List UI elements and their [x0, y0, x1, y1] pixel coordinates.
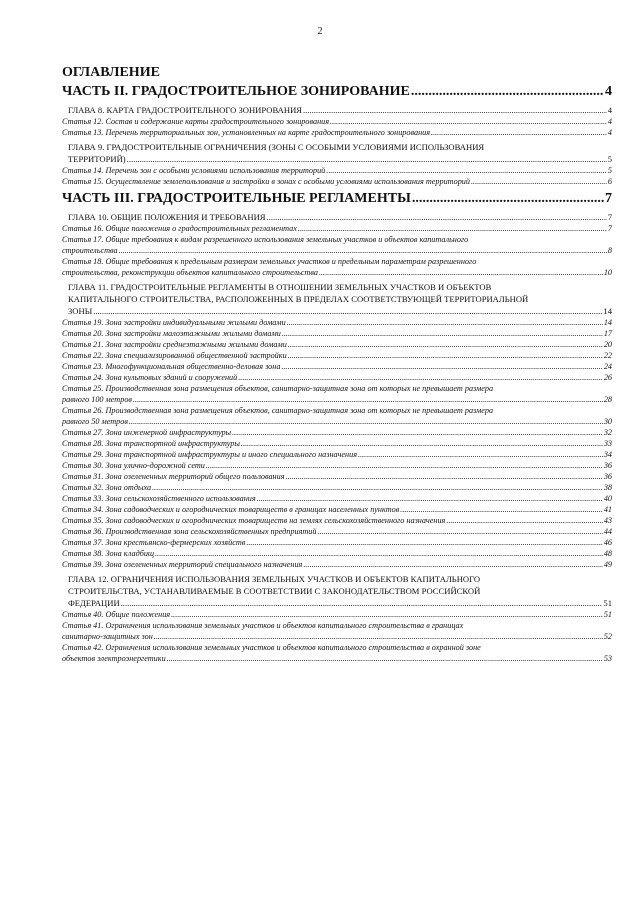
leader-dots — [317, 526, 602, 537]
toc-entry-page: 24 — [603, 362, 612, 371]
toc-entry-page: 22 — [603, 351, 612, 360]
toc-entry-page: 28 — [603, 395, 612, 404]
toc-entry-article[interactable] — [62, 537, 612, 548]
leader-dots — [167, 653, 603, 664]
toc-entry-chapter[interactable] — [62, 573, 612, 609]
toc-entry-text: Статья 35. Зона садоводческих и огороднических товариществ на землях сельскохозяйственного назначения — [62, 516, 446, 525]
toc-entry-text: Статья 27. Зона инженерной инфраструктуры — [62, 428, 232, 437]
toc-entry-chapter[interactable] — [62, 211, 612, 223]
toc-entry-page: 7 — [607, 224, 612, 233]
leader-dots — [152, 482, 603, 493]
toc-entry-article[interactable] — [62, 642, 612, 664]
toc-entry-article[interactable] — [62, 427, 612, 438]
toc-entry-text: ЧАСТЬ II. ГРАДОСТРОИТЕЛЬНОЕ ЗОНИРОВАНИЕ — [62, 84, 410, 99]
toc-entry-line: объектов электроэнергетики — [62, 654, 166, 663]
toc-entry-page: 4 — [605, 84, 612, 99]
toc-entry-article[interactable] — [62, 438, 612, 449]
leader-dots — [358, 449, 603, 460]
toc-entry-page: 49 — [603, 560, 612, 569]
toc-entry-article[interactable] — [62, 504, 612, 515]
toc-entry-text: Статья 13. Перечень территориальных зон, установленных на карте градостроительного зонирования — [62, 128, 431, 137]
leader-dots — [206, 460, 603, 471]
toc-entry-part[interactable] — [62, 190, 612, 208]
toc-entry-page: 40 — [603, 494, 612, 503]
toc-entry-line: равного 100 метров — [62, 395, 132, 404]
toc-entry-article[interactable] — [62, 176, 612, 187]
toc-entry-line: Статья 41. Ограничения использования земельных участков и объектов капитального строительства в границах — [62, 621, 464, 630]
toc-entries — [62, 83, 612, 664]
toc-entry-chapter[interactable] — [62, 281, 612, 317]
toc-entry-text: Статья 37. Зона крестьянско-фермерских хозяйств — [62, 538, 246, 547]
leader-dots — [330, 116, 607, 127]
toc-entry-text: Статья 38. Зона кладбищ — [62, 549, 155, 558]
leader-dots — [127, 153, 607, 165]
leader-dots — [286, 471, 603, 482]
leader-dots — [154, 631, 603, 642]
toc-entry-page: 10 — [603, 268, 612, 277]
toc-entry-text: Статья 24. Зона культовых зданий и сооружений — [62, 373, 238, 382]
leader-dots — [133, 394, 603, 405]
toc-entry-line: Статья 18. Общие требования к предельным размерам земельных участков и предельным параметрам разрешенного — [62, 257, 477, 266]
leader-dots — [303, 104, 607, 116]
toc-entry-line: строительства — [62, 246, 118, 255]
toc-entry-article[interactable] — [62, 256, 612, 278]
leader-dots — [471, 176, 607, 187]
toc-entry-article[interactable] — [62, 350, 612, 361]
toc-entry-line: ЗОНЫ — [68, 306, 93, 316]
toc-entry-text: ЧАСТЬ III. ГРАДОСТРОИТЕЛЬНЫЕ РЕГЛАМЕНТЫ — [62, 191, 411, 206]
leader-dots — [281, 361, 602, 372]
table-of-contents — [62, 66, 612, 664]
toc-entry-article[interactable] — [62, 317, 612, 328]
leader-dots — [319, 267, 603, 278]
leader-dots — [288, 339, 603, 350]
toc-entry-article[interactable] — [62, 372, 612, 383]
toc-entry-page: 4 — [607, 105, 612, 115]
toc-entry-line: КАПИТАЛЬНОГО СТРОИТЕЛЬСТВА, РАСПОЛОЖЕННЫХ В ПРЕДЕЛАХ СООТВЕТСТВУЮЩЕЙ ТЕРРИТОРИАЛЬНОЙ — [68, 294, 529, 304]
toc-entry-page: 41 — [603, 505, 612, 514]
toc-entry-article[interactable] — [62, 460, 612, 471]
toc-entry-page: 8 — [607, 246, 612, 255]
toc-entry-line: ФЕДЕРАЦИИ — [68, 598, 120, 608]
toc-entry-article[interactable] — [62, 405, 612, 427]
leader-dots — [246, 537, 603, 548]
leader-dots — [431, 127, 607, 138]
toc-entry-page: 36 — [603, 461, 612, 470]
toc-entry-page: 48 — [603, 549, 612, 558]
toc-entry-article[interactable] — [62, 127, 612, 138]
toc-entry-part[interactable] — [62, 83, 612, 101]
toc-entry-line: строительства, реконструкции объектов капитального строительства — [62, 268, 318, 277]
toc-entry-page: 38 — [603, 483, 612, 492]
toc-entry-text: Статья 34. Зона садоводческих и огороднических товариществ в границах населенных пунктов — [62, 505, 400, 514]
toc-entry-text: Статья 19. Зона застройки индивидуальными жилыми домами — [62, 318, 286, 327]
toc-entry-page: 5 — [607, 154, 612, 164]
toc-entry-page: 44 — [603, 527, 612, 536]
leader-dots — [446, 515, 602, 526]
toc-entry-text: Статья 29. Зона транспортной инфраструктуры и иного специального назначения — [62, 450, 358, 459]
toc-entry-text: ГЛАВА 8. КАРТА ГРАДОСТРОИТЕЛЬНОГО ЗОНИРОВАНИЯ — [68, 105, 303, 115]
toc-entry-article[interactable] — [62, 526, 612, 537]
toc-entry-line: Статья 25. Производственная зона размещения объектов, санитарно-защитная зона от которых не превышает размера — [62, 384, 494, 393]
leader-dots — [232, 427, 603, 438]
toc-entry-line: ТЕРРИТОРИЙ) — [68, 154, 126, 164]
leader-dots — [412, 190, 604, 208]
toc-entry-line: Статья 42. Ограничения использования земельных участков и объектов капитального строительства в охранной зоне — [62, 643, 481, 652]
toc-entry-page: 7 — [605, 191, 612, 206]
toc-entry-text: ГЛАВА 10. ОБЩИЕ ПОЛОЖЕНИЯ И ТРЕБОВАНИЯ — [68, 212, 266, 222]
toc-entry-page: 33 — [603, 439, 612, 448]
toc-entry-article[interactable] — [62, 223, 612, 234]
toc-entry-article[interactable] — [62, 515, 612, 526]
toc-entry-chapter[interactable] — [62, 141, 612, 165]
toc-entry-line: санитарно-защитных зон — [62, 632, 153, 641]
toc-entry-article[interactable] — [62, 328, 612, 339]
toc-entry-page: 34 — [603, 450, 612, 459]
leader-dots — [155, 548, 603, 559]
toc-entry-line: СТРОИТЕЛЬСТВА, УСТАНАВЛИВАЕМЫЕ В СООТВЕТСТВИИ С ЗАКОНОДАТЕЛЬСТВОМ РОССИЙСКОЙ — [68, 586, 481, 596]
toc-entry-page: 53 — [603, 654, 612, 663]
toc-entry-page: 14 — [603, 306, 612, 316]
toc-entry-article[interactable] — [62, 559, 612, 570]
toc-entry-text: Статья 22. Зона специализированной общественной застройки — [62, 351, 287, 360]
leader-dots — [121, 597, 603, 609]
toc-entry-page: 51 — [603, 610, 612, 619]
toc-entry-text: Статья 16. Общие положения о градостроительных регламентах — [62, 224, 297, 233]
toc-entry-article[interactable] — [62, 493, 612, 504]
toc-entry-page: 32 — [603, 428, 612, 437]
toc-entry-page: 4 — [607, 128, 612, 137]
toc-entry-text: Статья 28. Зона транспортной инфраструктуры — [62, 439, 240, 448]
toc-title: ОГЛАВЛЕНИЕ — [62, 65, 160, 80]
toc-entry-text: Статья 31. Зона озелененных территорий общего пользования — [62, 472, 285, 481]
toc-entry-text: Статья 32. Зона отдыха — [62, 483, 152, 492]
toc-entry-article[interactable] — [62, 361, 612, 372]
leader-dots — [241, 438, 603, 449]
toc-entry-line: ГЛАВА 9. ГРАДОСТРОИТЕЛЬНЫЕ ОГРАНИЧЕНИЯ (ЗОНЫ С ОСОБЫМИ УСЛОВИЯМИ ИСПОЛЬЗОВАНИЯ — [68, 142, 485, 152]
leader-dots — [171, 609, 603, 620]
toc-entry-article[interactable] — [62, 383, 612, 405]
toc-entry-text: Статья 36. Производственная зона сельскохозяйственных предприятий — [62, 527, 317, 536]
leader-dots — [326, 165, 607, 176]
toc-entry-page: 46 — [603, 538, 612, 547]
toc-entry-line: ГЛАВА 11. ГРАДОСТРОИТЕЛЬНЫЕ РЕГЛАМЕНТЫ В ОТНОШЕНИИ ЗЕМЕЛЬНЫХ УЧАСТКОВ И ОБЪЕКТОВ — [68, 282, 492, 292]
leader-dots — [257, 493, 603, 504]
toc-entry-line: Статья 26. Производственная зона размещения объектов, санитарно-защитная зона от которых не превышает размера — [62, 406, 494, 415]
toc-entry-text: Статья 39. Зона озелененных территорий специального назначения — [62, 560, 303, 569]
toc-entry-article[interactable] — [62, 165, 612, 176]
toc-entry-line: равного 50 метров — [62, 417, 128, 426]
leader-dots — [119, 245, 607, 256]
toc-entry-page: 51 — [603, 598, 612, 608]
toc-entry-page: 14 — [603, 318, 612, 327]
toc-entry-text: Статья 21. Зона застройки среднеэтажными жилыми домами — [62, 340, 287, 349]
toc-entry-line: Статья 17. Общие требования к видам разрешенного использования земельных участков и объектов капитального — [62, 235, 469, 244]
leader-dots — [288, 350, 603, 361]
leader-dots — [400, 504, 603, 515]
toc-entry-text: Статья 20. Зона застройки малоэтажными жилыми домами — [62, 329, 281, 338]
leader-dots — [93, 305, 602, 317]
toc-entry-article[interactable] — [62, 116, 612, 127]
toc-entry-text: Статья 30. Зона улично-дорожной сети — [62, 461, 205, 470]
toc-entry-text: Статья 23. Многофункциональная общественно-деловая зона — [62, 362, 281, 371]
toc-entry-page: 5 — [607, 166, 612, 175]
toc-entry-page: 30 — [603, 417, 612, 426]
toc-entry-page: 26 — [603, 373, 612, 382]
toc-entry-line: ГЛАВА 12. ОГРАНИЧЕНИЯ ИСПОЛЬЗОВАНИЯ ЗЕМЕЛЬНЫХ УЧАСТКОВ И ОБЪЕКТОВ КАПИТАЛЬНОГО — [68, 574, 481, 584]
toc-entry-text: Статья 12. Состав и содержание карты градостроительного зонирования — [62, 117, 330, 126]
toc-entry-page: 6 — [607, 177, 612, 186]
toc-entry-text: Статья 40. Общие положения — [62, 610, 171, 619]
toc-entry-article[interactable] — [62, 471, 612, 482]
toc-entry-article[interactable] — [62, 339, 612, 350]
toc-entry-article[interactable] — [62, 548, 612, 559]
toc-entry-page: 17 — [603, 329, 612, 338]
toc-entry-page: 43 — [603, 516, 612, 525]
leader-dots — [411, 83, 604, 101]
page-number: 2 — [317, 26, 323, 37]
toc-entry-page: 4 — [607, 117, 612, 126]
toc-entry-page: 20 — [603, 340, 612, 349]
toc-entry-article[interactable] — [62, 620, 612, 642]
leader-dots — [287, 317, 603, 328]
toc-entry-article[interactable] — [62, 234, 612, 256]
toc-entry-chapter[interactable] — [62, 104, 612, 116]
toc-entry-article[interactable] — [62, 449, 612, 460]
toc-entry-page: 52 — [603, 632, 612, 641]
toc-entry-page: 7 — [607, 212, 612, 222]
leader-dots — [238, 372, 603, 383]
toc-entry-text: Статья 15. Осуществление землепользования и застройки в зонах с особыми условиями использования территорий — [62, 177, 470, 186]
toc-entry-text: Статья 14. Перечень зон с особыми условиями использования территорий — [62, 166, 326, 175]
leader-dots — [298, 223, 607, 234]
toc-entry-article[interactable] — [62, 482, 612, 493]
leader-dots — [282, 328, 603, 339]
leader-dots — [129, 416, 603, 427]
leader-dots — [267, 211, 607, 223]
toc-entry-page: 36 — [603, 472, 612, 481]
toc-entry-text: Статья 33. Зона сельскохозяйственного использования — [62, 494, 256, 503]
leader-dots — [303, 559, 602, 570]
toc-entry-article[interactable] — [62, 609, 612, 620]
